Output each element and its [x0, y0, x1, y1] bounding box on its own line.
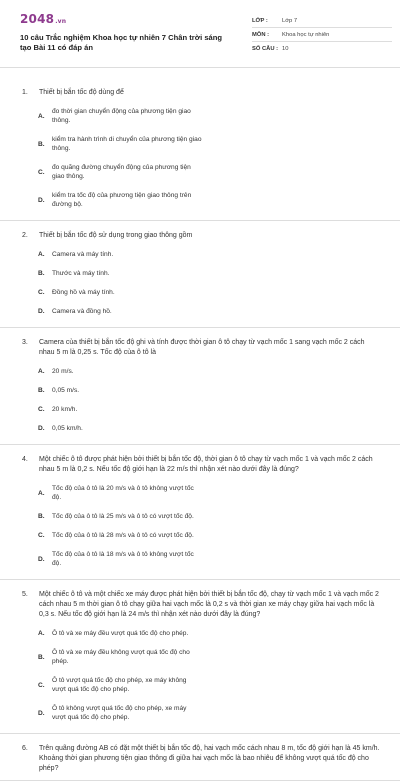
- meta-row-grade: [252, 14, 392, 28]
- answer-options: [0, 479, 400, 573]
- meta-label: LỚP :: [252, 17, 268, 24]
- question-text: Trên quãng đường AB có đặt một thiết bị bắn tốc độ, hai vạch mốc cách nhau 8 m, tốc độ giới hạn là 45 km/h. Khoảng thời gian phương tiện giao thông đi giữa hai vạch mốc là bao nhiêu để không vượt quá tốc độ cho phép?: [39, 745, 380, 772]
- question-text: Thiết bị bắn tốc độ dùng để: [39, 89, 124, 96]
- question-list: [0, 78, 400, 772]
- option-text: 0,05 m/s.: [52, 387, 80, 394]
- meta-label: SỐ CÂU :: [252, 46, 279, 52]
- option-letter: B.: [38, 140, 45, 148]
- option-text: Ô tô và xe máy đều không vượt quá tốc độ cho phép.: [52, 649, 190, 665]
- answer-option[interactable]: [38, 526, 210, 545]
- option-letter: A.: [38, 251, 45, 258]
- question-number: 1.: [22, 89, 28, 96]
- answer-option[interactable]: [38, 671, 210, 699]
- question-stem: [0, 590, 400, 620]
- option-text: đo thời gian chuyển động của phương tiện giao thông.: [52, 108, 191, 124]
- option-text: 20 m/s.: [52, 368, 74, 375]
- question-stem: [0, 338, 400, 358]
- question-stem: [0, 744, 400, 774]
- option-text: Ô tô và xe máy đều vượt quá tốc độ cho phép.: [52, 630, 189, 637]
- option-letter: D.: [38, 709, 45, 717]
- option-letter: C.: [38, 681, 45, 689]
- answer-option[interactable]: [38, 507, 210, 526]
- option-letter: B.: [38, 387, 45, 394]
- question-stem: [0, 88, 400, 98]
- document-meta: [252, 14, 392, 56]
- question-3: [0, 328, 400, 445]
- answer-option[interactable]: [38, 186, 210, 214]
- option-text: Đồng hồ và máy tính.: [52, 289, 115, 296]
- meta-row-subject: [252, 28, 392, 42]
- answer-option[interactable]: [38, 419, 210, 438]
- question-text: Một chiếc ô tô được phát hiện bởi thiết bị bắn tốc độ, thời gian ô tô chạy từ vạch mốc 1 và vạch mốc 2 cách nhau 5 m là 0,2 s. Nếu tốc độ giới hạn là 22 m/s thì nhận xét nào dưới đây là đúng?: [39, 456, 373, 473]
- site-logo[interactable]: [20, 12, 66, 26]
- answer-option[interactable]: [38, 130, 210, 158]
- document-header: [0, 0, 400, 68]
- question-text: Camera của thiết bị bắn tốc độ ghi và tính được thời gian ô tô chạy từ vạch mốc 1 sang vạch mốc 2 cách nhau 5 m là 0,25 s. Tốc độ của ô tô là: [39, 339, 365, 356]
- option-letter: B.: [38, 513, 45, 520]
- answer-option[interactable]: [38, 699, 210, 727]
- option-letter: A.: [38, 630, 45, 637]
- option-letter: A.: [38, 489, 45, 497]
- option-letter: B.: [38, 653, 45, 661]
- answer-option[interactable]: [38, 624, 210, 643]
- option-letter: D.: [38, 308, 45, 315]
- answer-options: [0, 245, 400, 321]
- question-1: [0, 78, 400, 221]
- document-title: 10 câu Trắc nghiệm Khoa học tự nhiên 7 Chân trời sáng tạo Bài 11 có đáp án: [20, 33, 223, 52]
- answer-option[interactable]: [38, 102, 210, 130]
- meta-row-count: [252, 42, 392, 56]
- question-number: 2.: [22, 232, 28, 239]
- question-number: 5.: [22, 591, 28, 598]
- answer-option[interactable]: [38, 362, 210, 381]
- question-number: 3.: [22, 339, 28, 346]
- option-letter: D.: [38, 425, 45, 432]
- option-text: 20 km/h.: [52, 406, 78, 413]
- answer-option[interactable]: [38, 264, 210, 283]
- question-6: [0, 734, 400, 781]
- option-text: Tốc độ của ô tô là 18 m/s và ô tô không vượt tốc độ.: [52, 551, 194, 567]
- option-letter: C.: [38, 406, 45, 413]
- question-5: [0, 580, 400, 734]
- meta-value: Lớp 7: [282, 17, 298, 24]
- answer-option[interactable]: [38, 643, 210, 671]
- option-text: Tốc độ của ô tô là 28 m/s và ô tô có vượt tốc độ.: [52, 532, 194, 539]
- option-letter: D.: [38, 196, 45, 204]
- answer-option[interactable]: [38, 302, 210, 321]
- option-letter: D.: [38, 555, 45, 563]
- option-text: kiểm tra hành trình di chuyển của phương tiện giao thông.: [52, 136, 202, 152]
- option-text: kiểm tra tốc độ của phương tiện giao thông trên đường bộ.: [52, 192, 192, 208]
- option-text: Thước và máy tính.: [52, 270, 110, 277]
- option-text: Tốc độ của ô tô là 25 m/s và ô tô có vượt tốc độ.: [52, 513, 194, 520]
- answer-option[interactable]: [38, 283, 210, 302]
- answer-options: [0, 362, 400, 438]
- meta-label: MÔN :: [252, 31, 270, 38]
- option-letter: B.: [38, 270, 45, 277]
- answer-options: [0, 624, 400, 727]
- question-2: [0, 221, 400, 328]
- option-text: Ô tô không vượt quá tốc độ cho phép, xe máy vượt quá tốc độ cho phép.: [52, 705, 187, 721]
- option-text: 0,05 km/h.: [52, 425, 83, 432]
- answer-option[interactable]: [38, 158, 210, 186]
- meta-value: 10: [282, 46, 289, 52]
- question-number: 4.: [22, 456, 28, 463]
- answer-options: [0, 102, 400, 214]
- question-text: Một chiếc ô tô và một chiếc xe máy được phát hiện bởi thiết bị bắn tốc độ, chạy từ vạch mốc 1 và vạch mốc 2 cách nhau 5 m thời gian ô tô chạy giữa hai vạch mốc là 0,2 s và thời gian xe máy chạy giữa hai vạch mốc là 0,3 s. Nếu tốc độ giới hạn là 24 m/s thì nhận xét nào dưới đây là đúng?: [39, 591, 379, 618]
- question-4: [0, 445, 400, 580]
- answer-option[interactable]: [38, 245, 210, 264]
- question-text: Thiết bị bắn tốc độ sử dụng trong giao thông gồm: [39, 232, 193, 239]
- option-letter: A.: [38, 368, 45, 375]
- option-text: Ô tô vượt quá tốc độ cho phép, xe máy không vượt quá tốc độ cho phép.: [52, 677, 187, 693]
- logo-text: 2048: [20, 12, 55, 26]
- option-letter: C.: [38, 289, 45, 296]
- question-stem: [0, 231, 400, 241]
- option-letter: C.: [38, 532, 45, 539]
- logo-suffix: .vn: [55, 18, 67, 25]
- answer-option[interactable]: [38, 381, 210, 400]
- meta-value: Khoa học tự nhiên: [282, 31, 330, 38]
- option-text: Camera và đồng hồ.: [52, 308, 112, 315]
- answer-option[interactable]: [38, 479, 210, 507]
- question-stem: [0, 455, 400, 475]
- question-number: 6.: [22, 745, 28, 752]
- option-text: Tốc độ của ô tô là 20 m/s và ô tô không vượt tốc độ.: [52, 485, 194, 501]
- option-letter: A.: [38, 112, 45, 120]
- option-text: đo quãng đường chuyển động của phương tiện giao thông.: [52, 164, 191, 180]
- answer-option[interactable]: [38, 545, 210, 573]
- option-letter: C.: [38, 168, 45, 176]
- option-text: Camera và máy tính.: [52, 251, 114, 258]
- answer-option[interactable]: [38, 400, 210, 419]
